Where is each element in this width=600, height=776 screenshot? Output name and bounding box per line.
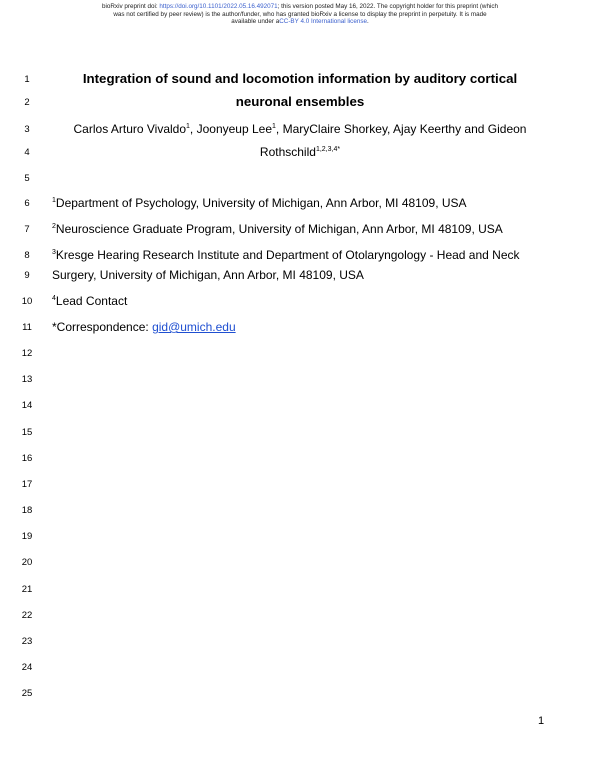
line-number: 18 [21,505,33,516]
line-number: 2 [24,97,30,108]
doi-link[interactable]: https://doi.org/10.1101/2022.05.16.492071 [159,3,278,10]
affiliation-1 [52,196,467,211]
lead-contact [52,294,127,309]
affiliation-marker: 1 [272,123,276,130]
author-name: , MaryClaire Shorkey, Ajay Keerthy and Gideon [275,122,527,136]
affiliation-text: Department of Psychology, University of Michigan, Ann Arbor, MI 48109, USA [55,196,467,210]
preprint-header [40,3,560,26]
affiliation-marker: 1,2,3,4* [315,146,341,153]
line-number: 17 [21,479,33,490]
line-number: 9 [24,270,30,281]
affiliation-number: 2 [52,223,56,230]
header-text: bioRxiv preprint doi: [101,3,160,10]
header-text: . [366,18,369,26]
author-name: , Joonyeup Lee [189,122,272,136]
line-number: 16 [21,453,33,464]
line-number: 21 [21,584,33,595]
line-number: 13 [21,374,33,385]
author-name: Carlos Arturo Vivaldo [73,122,187,136]
affiliation-3 [52,248,520,263]
line-number: 8 [24,250,30,261]
affiliation-text: Neuroscience Graduate Program, University of Michigan, Ann Arbor, MI 48109, USA [55,222,503,236]
line-number: 15 [21,427,33,438]
line-number: 20 [21,557,33,568]
line-number: 12 [21,348,33,359]
line-number: 5 [24,173,30,184]
affiliation-3-continued: Surgery, University of Michigan, Ann Arbor, MI 48109, USA [52,268,364,282]
author-name: Rothschild [259,145,316,159]
line-number: 25 [21,688,33,699]
line-number: 23 [21,636,33,647]
author-list [50,122,550,137]
author-list-continued [50,145,550,160]
lead-contact-text: Lead Contact [55,294,128,308]
page-number: 1 [538,715,545,727]
affiliation-text: Kresge Hearing Research Institute and Department of Otolaryngology - Head and Neck [55,248,520,262]
header-line-1 [40,3,560,11]
paper-title-line-2: neuronal ensembles [235,94,365,109]
license-link[interactable]: CC-BY 4.0 International license [279,18,367,26]
line-number: 7 [24,224,30,235]
affiliation-marker: 1 [186,123,190,130]
line-number: 3 [24,124,30,135]
affiliation-2 [52,222,503,237]
line-number: 19 [21,531,33,542]
line-number: 6 [24,198,30,209]
affiliation-number: 3 [52,249,56,256]
line-number: 1 [24,74,30,85]
line-number: 14 [21,400,33,411]
line-number: 10 [21,296,33,307]
line-number: 24 [21,662,33,673]
email-link[interactable]: gid@umich.edu [152,320,236,334]
affiliation-number: 1 [52,197,56,204]
header-text: available under a [231,18,280,26]
header-line-2: was not certified by peer review) is the author/funder, who has granted bioRxiv a license to display the preprint in perpetuity. It is made [113,10,487,18]
header-line-3 [40,18,560,26]
line-number: 4 [24,147,30,158]
correspondence [52,320,236,335]
correspondence-label: *Correspondence: [52,320,153,334]
paper-title-line-1: Integration of sound and locomotion information by auditory cortical [82,71,518,86]
affiliation-number: 4 [52,295,56,302]
header-text: ; this version posted May 16, 2022. The copyright holder for this preprint (which [277,3,499,10]
line-number: 22 [21,610,33,621]
line-number: 11 [22,322,32,333]
